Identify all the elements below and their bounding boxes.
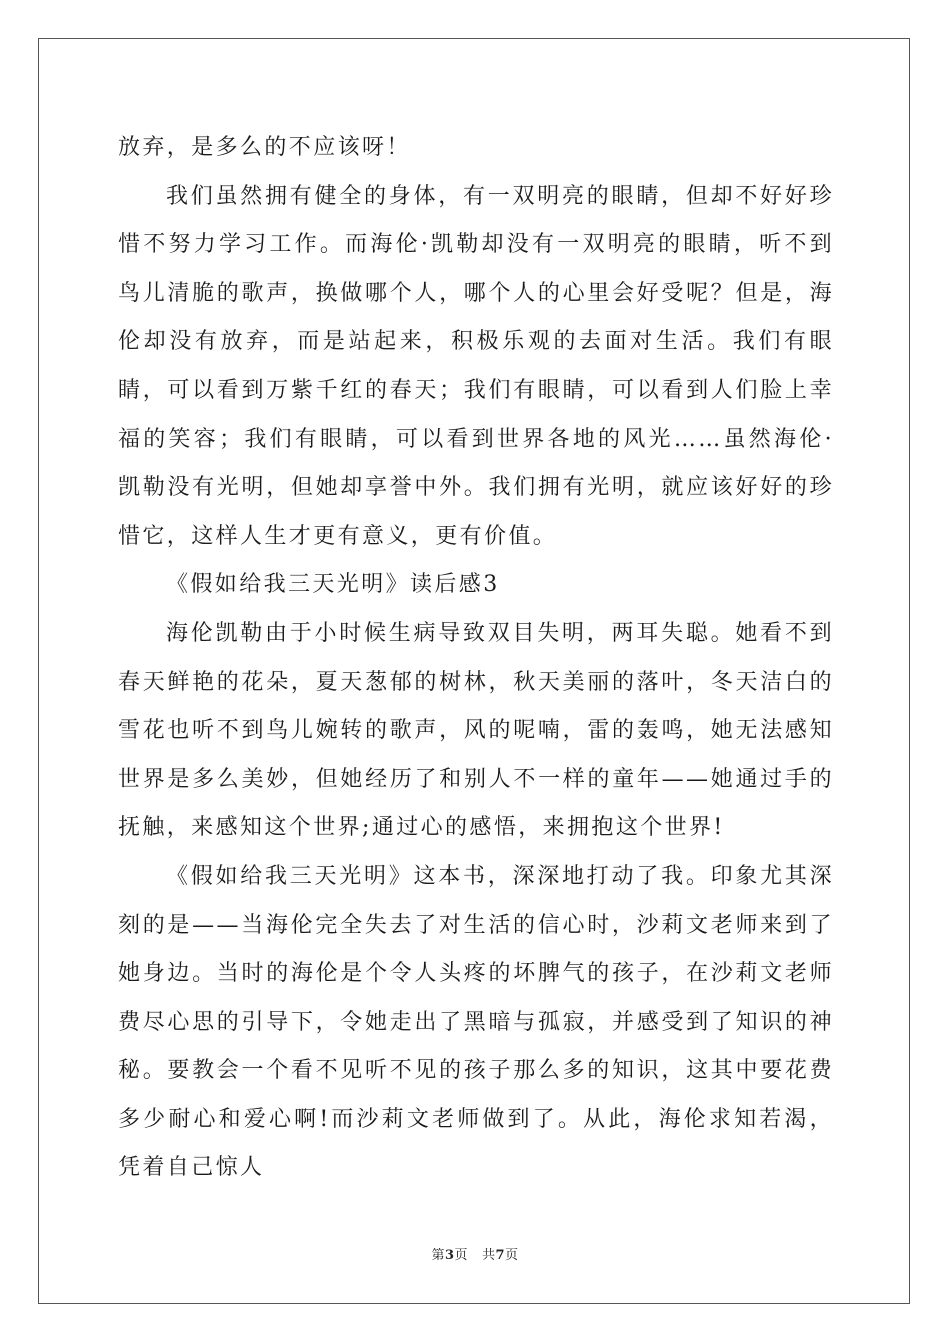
total-page-number: 7: [495, 1248, 506, 1263]
page-footer: [0, 1244, 950, 1263]
footer-total-prefix: 共: [481, 1248, 496, 1263]
section-heading: 《假如给我三天光明》读后感3: [166, 572, 500, 598]
footer-page-unit: 页: [454, 1248, 469, 1263]
paragraph: 我们虽然拥有健全的身体，有一双明亮的眼睛，但却不好好珍惜不努力学习工作。而海伦·凯勒却没有一双明亮的眼睛，听不到鸟儿清脆的歌声，换做哪个人，哪个人的心里会好受呢？但是，海伦却没有放弃，而是站起来，积极乐观的去面对生活。我们有眼睛，可以看到万紫千红的春天；我们有眼睛，可以看到人们脸上幸福的笑容；我们有眼睛，可以看到世界各地的风光……虽然海伦·凯勒没有光明，但她却享誉中外。我们拥有光明，就应该好好的珍惜它，这样人生才更有意义，更有价值。: [118, 183, 834, 549]
document-body: [118, 124, 834, 1193]
paragraph: 《假如给我三天光明》这本书，深深地打动了我。印象尤其深刻的是——当海伦完全失去了对生活的信心时，沙莉文老师来到了她身边。当时的海伦是个令人头疼的坏脾气的孩子，在沙莉文老师费尽心思的引导下，令她走出了黑暗与孤寂，并感受到了知识的神秘。要教会一个看不见听不见的孩子那么多的知识，这其中要花费多少耐心和爱心啊!而沙莉文老师做到了。从此，海伦求知若渴，凭着自己惊人: [118, 863, 834, 1181]
paragraph: 海伦凯勒由于小时候生病导致双目失明，两耳失聪。她看不到春天鲜艳的花朵，夏天葱郁的树林，秋天美丽的落叶，冬天洁白的雪花也听不到鸟儿婉转的歌声，风的呢喃，雷的轰鸣，她无法感知世界是多么美妙，但她经历了和别人不一样的童年——她通过手的抚触，来感知这个世界;通过心的感悟，来拥抱这个世界!: [118, 620, 834, 841]
footer-total-unit: 页: [505, 1248, 519, 1263]
current-page-number: 3: [444, 1248, 455, 1263]
footer-prefix: 第: [431, 1248, 445, 1263]
paragraph: 放弃，是多么的不应该呀！: [118, 135, 411, 160]
